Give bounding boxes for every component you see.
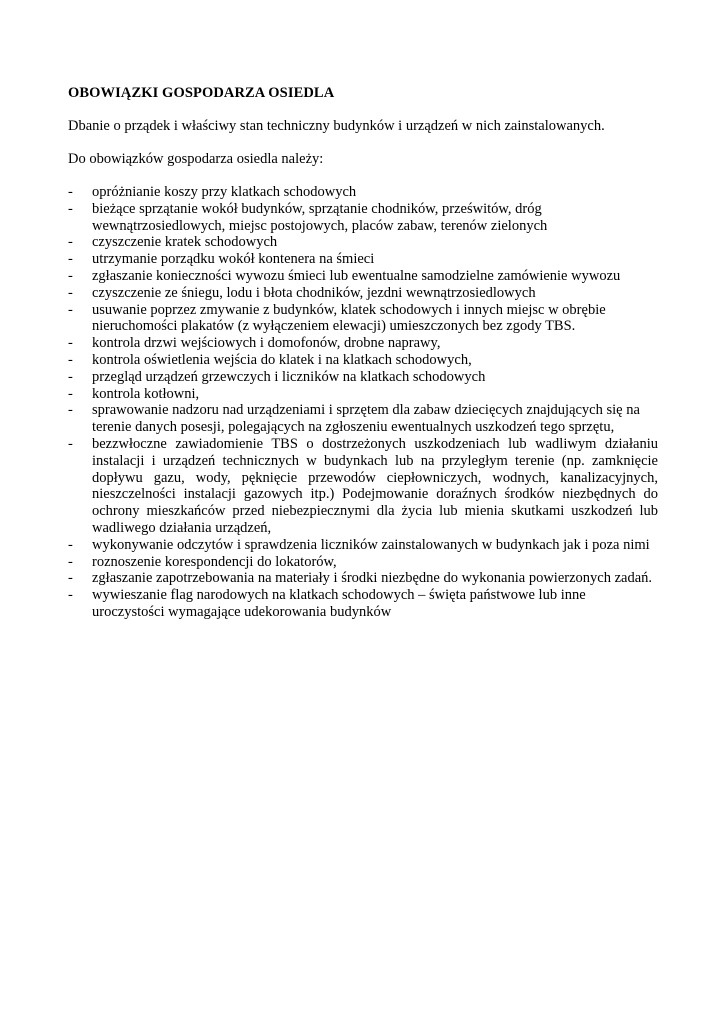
duty-item (68, 335, 658, 352)
bullet-dash: - (68, 570, 73, 587)
bullet-dash: - (68, 301, 73, 318)
duty-text: czyszczenie ze śniegu, lodu i błota chodników, jezdni wewnątrzosiedlowych (92, 284, 536, 301)
bullet-dash: - (68, 234, 73, 251)
duty-item (68, 386, 658, 403)
document-title: OBOWIĄZKI GOSPODARZA OSIEDLA (68, 85, 335, 101)
duty-item (68, 302, 658, 336)
bullet-dash: - (68, 335, 73, 352)
bullet-dash: - (68, 284, 73, 301)
bullet-dash: - (68, 368, 73, 385)
document-page (68, 85, 658, 621)
duty-text: bieżące sprzątanie wokół budynków, sprzątanie chodników, prześwitów, dróg wewnątrzosiedlowych, miejsc postojowych, placów zabaw, terenów zielonych (92, 200, 548, 234)
duty-item (68, 268, 658, 285)
bullet-dash: - (68, 267, 73, 284)
duty-item (68, 352, 658, 369)
bullet-dash: - (68, 435, 73, 452)
duty-text: usuwanie poprzez zmywanie z budynków, klatek schodowych i innych miejsc w obrębie nieruchomości plakatów (z wyłączeniem elewacji) umieszczonych bez zgody TBS. (92, 301, 606, 335)
intro-paragraph: Dbanie o prządek i właściwy stan techniczny budynków i urządzeń w nich zainstalowanych. (68, 118, 605, 134)
bullet-dash: - (68, 184, 73, 200)
bullet-dash: - (68, 402, 73, 419)
duty-text: zgłaszanie zapotrzebowania na materiały i środki niezbędne do wykonania powierzonych zadań. (92, 570, 653, 587)
duty-text: czyszczenie kratek schodowych (92, 234, 278, 251)
bullet-dash: - (68, 385, 73, 402)
bullet-dash: - (68, 587, 73, 604)
duty-item (68, 201, 658, 235)
duty-item (68, 369, 658, 386)
duty-item (68, 251, 658, 268)
bullet-dash: - (68, 536, 73, 553)
duty-text: kontrola oświetlenia wejścia do klatek i na klatkach schodowych, (92, 351, 472, 368)
bullet-dash: - (68, 553, 73, 570)
duty-item (68, 285, 658, 302)
duty-item (68, 402, 658, 436)
duty-item (68, 587, 658, 621)
bullet-dash: - (68, 200, 73, 217)
duty-text: wywieszanie flag narodowych na klatkach schodowych – święta państwowe lub inne uroczystości wymagające udekorowania budynków (92, 587, 586, 620)
duty-item (68, 436, 658, 537)
duty-item (68, 184, 658, 201)
duty-text: sprawowanie nadzoru nad urządzeniami i sprzętem dla zabaw dziecięcych znajdujących się na terenie danych posesji, polegających na zgłoszeniu ewentualnych uszkodzeń tego sprzętu, (92, 402, 640, 436)
duty-text: kontrola kotłowni, (92, 385, 200, 402)
duties-list (68, 184, 658, 621)
bullet-dash: - (68, 251, 73, 268)
duty-text: wykonywanie odczytów i sprawdzenia liczników zainstalowanych w budynkach jak i poza nimi (92, 536, 650, 553)
duty-text: roznoszenie korespondencji do lokatorów, (92, 553, 337, 570)
duty-item (68, 234, 658, 251)
duty-text: utrzymanie porządku wokół kontenera na śmieci (92, 251, 375, 268)
duty-text: przegląd urządzeń grzewczych i liczników na klatkach schodowych (92, 368, 486, 385)
duties-lead: Do obowiązków gospodarza osiedla należy: (68, 151, 324, 167)
duty-text: zgłaszanie konieczności wywozu śmieci lub ewentualne samodzielne zamówienie wywozu (92, 267, 621, 284)
bullet-dash: - (68, 351, 73, 368)
duty-text: kontrola drzwi wejściowych i domofonów, drobne naprawy, (92, 335, 441, 352)
duty-text: bezzwłoczne zawiadomienie TBS o dostrzeżonych uszkodzeniach lub wadliwym działaniu instalacji i urządzeń technicznych w budynkach lub na przyległym terenie (np. zamknięcie dopływu gazu, wody, pęknięcie przewodów ciepłowniczych, wodnych, kanalizacyjnych, nieszczelności instalacji gazowych itp.) Podejmowanie doraźnych środków niezbędnych do ochrony mieszkańców przed niebezpiecznymi dla życia lub mienia skutkami uszkodzeń lub wadliwego działania urządzeń, (92, 435, 658, 536)
duty-item (68, 570, 658, 587)
duty-item (68, 537, 658, 554)
duty-item (68, 554, 658, 571)
duty-text: opróżnianie koszy przy klatkach schodowych (92, 184, 357, 200)
